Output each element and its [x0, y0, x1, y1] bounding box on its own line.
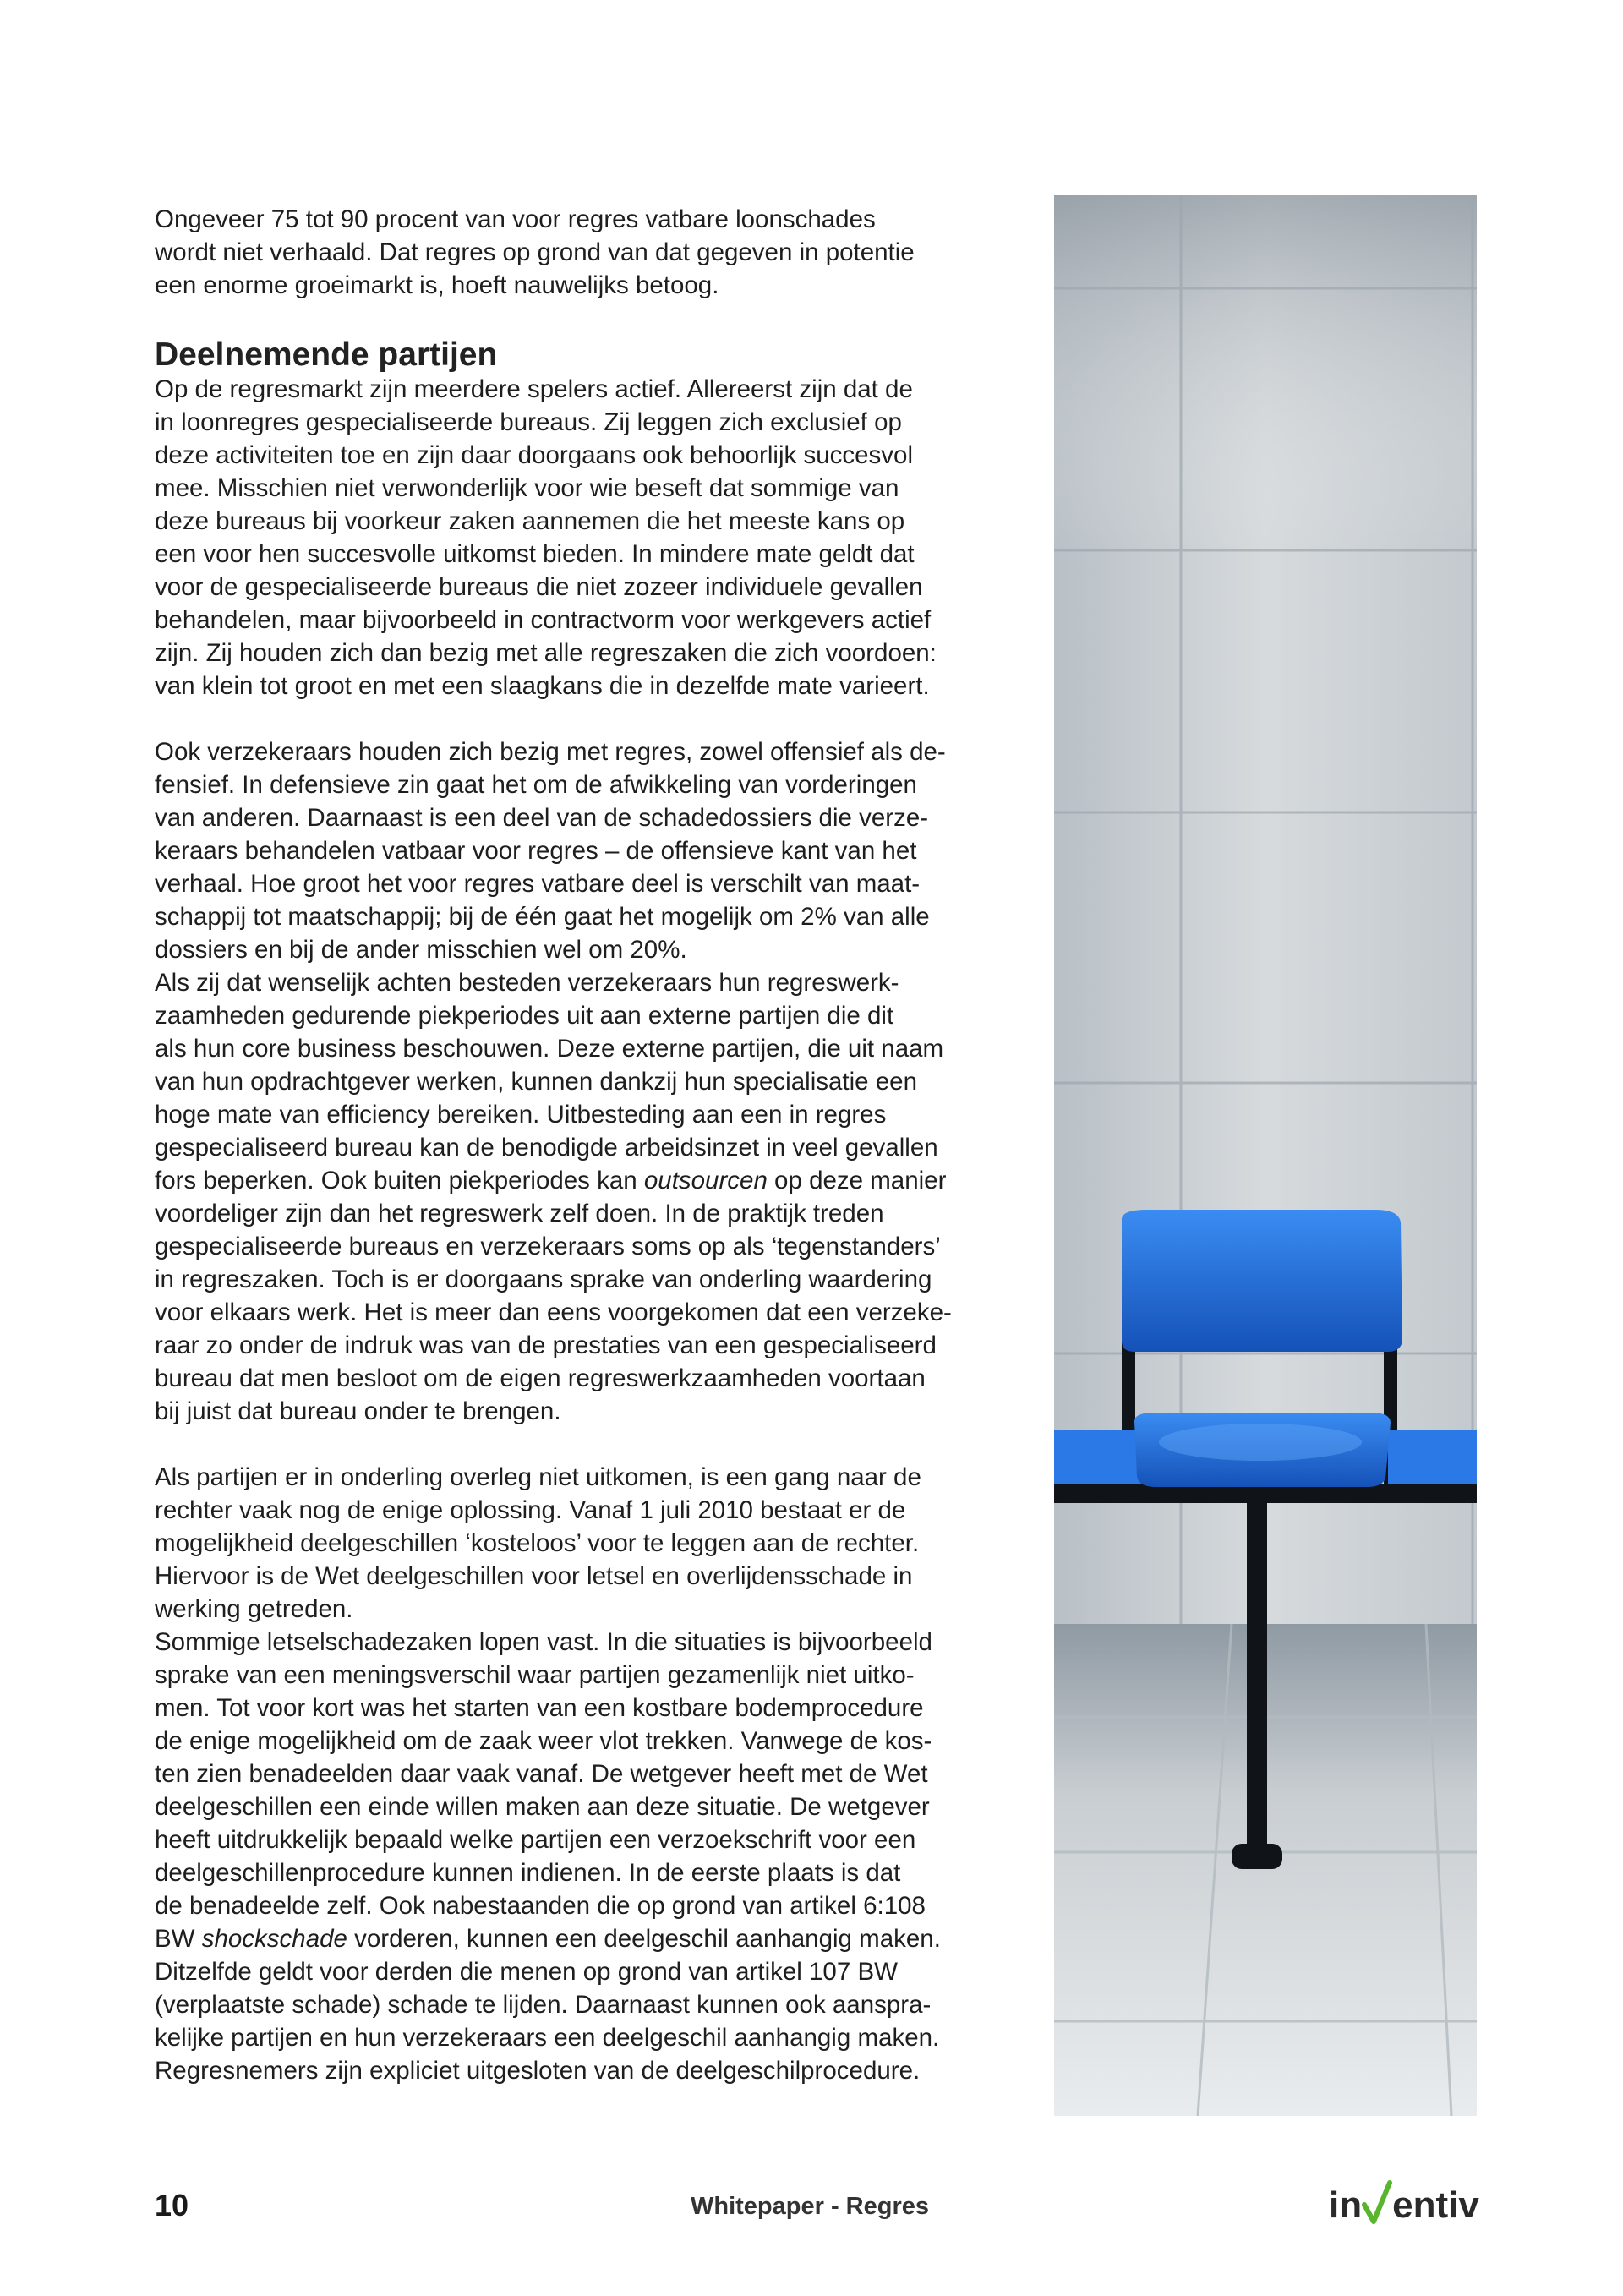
text-line — [155, 1494, 1042, 1527]
text-run: dossiers en bij de ander misschien wel om 20%. — [155, 936, 687, 964]
text-run: een voor hen succesvolle uitkomst bieden. In mindere mate geldt dat — [155, 540, 915, 568]
text-run: BW — [155, 1925, 195, 1953]
paragraph-insurers — [155, 735, 1042, 1428]
article-text — [155, 203, 1042, 2087]
text-run: als hun core business beschouwen. Deze externe partijen, die uit naam — [155, 1035, 944, 1063]
text-run: van klein tot groot en met een slaagkans die in dezelfde mate varieert. — [155, 672, 930, 700]
text-line — [155, 768, 1042, 801]
text-line — [155, 1230, 1042, 1263]
text-run: rechter vaak nog de enige oplossing. Vanaf 1 juli 2010 bestaat er de — [155, 1496, 906, 1524]
text-line — [155, 1626, 1042, 1659]
text-line — [155, 933, 1042, 966]
text-line — [155, 1263, 1042, 1296]
text-run: Op de regresmarkt zijn meerdere spelers actief. Allereerst zijn dat de — [155, 375, 913, 403]
text-run: hoge mate van efficiency bereiken. Uitbesteding aan een in regres — [155, 1101, 887, 1129]
text-line — [155, 1164, 1042, 1197]
text-line — [155, 1197, 1042, 1230]
text-run: heeft uitdrukkelijk bepaald welke partijen een verzoekschrift voor een — [155, 1826, 916, 1854]
text-line — [155, 269, 1042, 302]
text-line — [155, 1461, 1042, 1494]
text-run: voor elkaars werk. Het is meer dan eens voorgekomen dat een verzeke- — [155, 1298, 952, 1326]
text-line — [155, 966, 1042, 999]
text-line — [155, 373, 1042, 406]
text-line — [155, 203, 1042, 236]
text-run: Regresnemers zijn expliciet uitgesloten van de deelgeschilprocedure. — [155, 2057, 921, 2085]
text-run: Ook verzekeraars houden zich bezig met regres, zowel offensief als de- — [155, 738, 946, 766]
text-run: bureau dat men besloot om de eigen regreswerkzaamheden voortaan — [155, 1364, 926, 1392]
text-run: gespecialiseerd bureau kan de benodigde arbeidsinzet in veel gevallen — [155, 1134, 938, 1162]
chair-photo-image — [1054, 195, 1477, 2116]
italic-term: shockschade — [201, 1925, 347, 1953]
text-line — [155, 1560, 1042, 1593]
text-run: Hiervoor is de Wet deelgeschillen voor letsel en overlijdensschade in — [155, 1562, 913, 1590]
checkmark-icon — [1362, 2179, 1392, 2227]
text-line — [155, 236, 1042, 269]
text-run: de enige mogelijkheid om de zaak weer vlot trekken. Vanwege de kos- — [155, 1727, 932, 1755]
text-run: deelgeschillenprocedure kunnen indienen. In de eerste plaats is dat — [155, 1859, 901, 1887]
text-line — [155, 439, 1042, 472]
text-run: fors beperken. Ook buiten piekperiodes kan — [155, 1167, 637, 1194]
logo-text-end: entiv — [1392, 2184, 1479, 2226]
text-run: verhaal. Hoe groot het voor regres vatbare deel is verschilt van maat- — [155, 870, 921, 898]
text-line — [155, 1758, 1042, 1790]
text-run: voor de gespecialiseerde bureaus die niet zozeer individuele gevallen — [155, 573, 923, 601]
text-run: bij juist dat bureau onder te brengen. — [155, 1397, 561, 1425]
text-run: zaamheden gedurende piekperiodes uit aan externe partijen die dit — [155, 1002, 894, 1030]
text-line — [155, 472, 1042, 505]
text-line — [155, 999, 1042, 1032]
text-run: sprake van een meningsverschil waar partijen gezamenlijk niet uitko- — [155, 1661, 915, 1689]
text-run: Ditzelfde geldt voor derden die menen op grond van artikel 107 BW — [155, 1958, 898, 1986]
logo-text-start: in — [1329, 2184, 1363, 2226]
page-number: 10 — [155, 2188, 189, 2222]
text-run: wordt niet verhaald. Dat regres op grond van dat gegeven in potentie — [155, 238, 915, 266]
text-line — [155, 1065, 1042, 1098]
text-run: schappij tot maatschappij; bij de één gaat het mogelijk om 2% van alle — [155, 903, 930, 931]
waiting-chair-photo — [1054, 195, 1477, 2116]
text-line — [155, 1098, 1042, 1131]
text-run: een enorme groeimarkt is, hoeft nauwelijks betoog. — [155, 271, 719, 299]
text-line — [155, 1032, 1042, 1065]
text-run: (verplaatste schade) schade te lijden. Daarnaast kunnen ook aanspra- — [155, 1991, 932, 2019]
text-run: deze bureaus bij voorkeur zaken aannemen die het meeste kans op — [155, 507, 905, 535]
text-run: Sommige letselschadezaken lopen vast. In die situaties is bijvoorbeeld — [155, 1628, 932, 1656]
text-line — [155, 735, 1042, 768]
text-line — [155, 900, 1042, 933]
text-line — [155, 1659, 1042, 1692]
text-run: gespecialiseerde bureaus en verzekeraars soms op als ‘tegenstanders’ — [155, 1233, 941, 1260]
text-line — [155, 1922, 1042, 1955]
text-run: deze activiteiten toe en zijn daar doorgaans ook behoorlijk succesvol — [155, 441, 914, 469]
section-heading: Deelnemende partijen — [155, 336, 498, 373]
text-line — [155, 406, 1042, 439]
text-line — [155, 1790, 1042, 1823]
text-run: raar zo onder de indruk was van de prestaties van een gespecialiseerd — [155, 1331, 937, 1359]
text-run: zijn. Zij houden zich dan bezig met alle regreszaken die zich voordoen: — [155, 639, 937, 667]
italic-term: outsourcen — [643, 1167, 768, 1194]
text-line — [155, 867, 1042, 900]
text-line — [155, 538, 1042, 571]
paragraph-players — [155, 373, 1042, 702]
text-line — [155, 1362, 1042, 1395]
text-line — [155, 1692, 1042, 1725]
text-run: Ongeveer 75 tot 90 procent van voor regres vatbare loonschades — [155, 205, 876, 233]
text-run: behandelen, maar bijvoorbeeld in contractvorm voor werkgevers actief — [155, 606, 932, 634]
text-run: van hun opdrachtgever werken, kunnen dankzij hun specialisatie een — [155, 1068, 917, 1096]
text-run: men. Tot voor kort was het starten van een kostbare bodemprocedure — [155, 1694, 924, 1722]
text-line — [155, 1988, 1042, 2021]
text-line — [155, 834, 1042, 867]
text-line — [155, 1329, 1042, 1362]
text-line — [155, 571, 1042, 604]
text-line — [155, 1856, 1042, 1889]
text-run: voordeliger zijn dan het regreswerk zelf doen. In de praktijk treden — [155, 1200, 884, 1227]
text-line — [155, 1296, 1042, 1329]
text-line — [155, 2054, 1042, 2087]
paragraph-intro — [155, 203, 1042, 302]
text-line — [155, 1131, 1042, 1164]
text-line — [155, 1527, 1042, 1560]
text-line — [155, 1889, 1042, 1922]
text-line — [155, 670, 1042, 702]
text-run: in loonregres gespecialiseerde bureaus. Zij leggen zich exclusief op — [155, 408, 902, 436]
text-run: in regreszaken. Toch is er doorgaans sprake van onderling waardering — [155, 1266, 932, 1293]
text-run: kelijke partijen en hun verzekeraars een deelgeschil aanhangig maken. — [155, 2024, 940, 2052]
text-run: deelgeschillen een einde willen maken aan deze situatie. De wetgever — [155, 1793, 930, 1821]
text-run: vorderen, kunnen een deelgeschil aanhangig maken. — [347, 1925, 941, 1953]
text-run: mogelijkheid deelgeschillen ‘kosteloos’ voor te leggen aan de rechter. — [155, 1529, 920, 1557]
text-line — [155, 801, 1042, 834]
text-line — [155, 1823, 1042, 1856]
text-run: de benadeelde zelf. Ook nabestaanden die op grond van artikel 6:108 — [155, 1892, 926, 1920]
footer-title: Whitepaper - Regres — [691, 2193, 929, 2220]
paragraph-disputes — [155, 1461, 1042, 2087]
text-run: werking getreden. — [155, 1595, 353, 1623]
text-run: van anderen. Daarnaast is een deel van de schadedossiers die verze- — [155, 804, 929, 832]
text-run: ten zien benadeelden daar vaak vanaf. De wetgever heeft met de Wet — [155, 1760, 928, 1788]
text-run: mee. Misschien niet verwonderlijk voor wie beseft dat sommige van — [155, 474, 899, 502]
text-run: op deze manier — [767, 1167, 947, 1194]
inventiv-logo — [1329, 2176, 1479, 2227]
text-run: Als zij dat wenselijk achten besteden verzekeraars hun regreswerk- — [155, 969, 899, 997]
text-line — [155, 2021, 1042, 2054]
text-line — [155, 1593, 1042, 1626]
text-run: Als partijen er in onderling overleg niet uitkomen, is een gang naar de — [155, 1463, 921, 1491]
text-line — [155, 505, 1042, 538]
text-line — [155, 604, 1042, 637]
text-line — [155, 1395, 1042, 1428]
text-line — [155, 1955, 1042, 1988]
text-run: keraars behandelen vatbaar voor regres – de offensieve kant van het — [155, 837, 917, 865]
text-run: fensief. In defensieve zin gaat het om de afwikkeling van vorderingen — [155, 771, 917, 799]
text-line — [155, 637, 1042, 670]
text-line — [155, 1725, 1042, 1758]
